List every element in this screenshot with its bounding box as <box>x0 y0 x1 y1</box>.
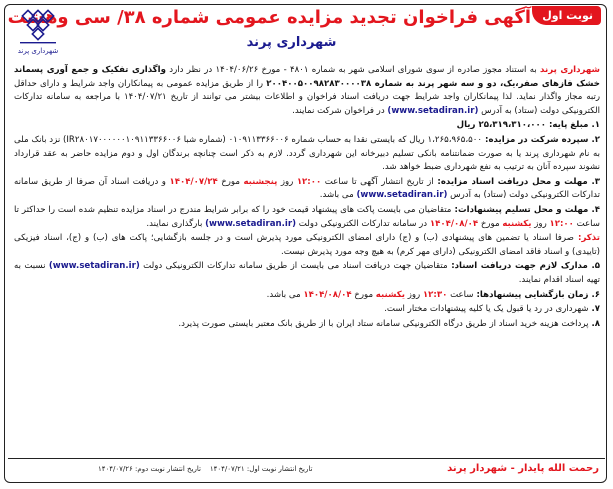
page-title: آگهی فراخوان تجدید مزایده عمومی شماره ۳۸/ سی وهشت <box>7 7 531 28</box>
publish-date-2: ۱۴۰۴/۰۷/۲۶ <box>98 465 133 473</box>
item-text: ۱،۲۶۵،۹۶۵،۵۰۰ ریال که بایستی نقدا به حساب شماره ۰۱۰۹۱۱۳۳۶۶۰۰۶ (شماره شبا IR۲۸۰۱۷۰۰۰۰۰۰۱۰۹۱۱۳۳۶۶۰۰۶) نزد بانک ملی به نام شهرداری پرند یا به صورت ضمانتنامه بانکی تسلیم دبیرخانه این شهرداری گردد. لازم به ذکر است چنانچه برندگان اول و دوم مزایده حاضر به عقد قرارداد نشوند سپرده آنان به ترتیب به نفع شهرداری ضبط خواهد شد. <box>14 134 600 173</box>
item-payment <box>14 318 600 332</box>
item-text-c: مورخ <box>217 176 244 187</box>
item-text: صرفا اسناد یا تضمین های پیشنهادی (ب) و (ج) دارای امضای الکترونیکی مورد پذیرش است و در جلسه بازگشایی؛ پاکت های (ب) و (ج)، اسناد فیزیکی (تاییدی) و اسناد فاقد امضای الکترونیکی (دارای مهر کرم) به هیچ وجه مورد پذیرش نیست. <box>14 233 600 257</box>
item-day: یکشنبه <box>502 218 532 229</box>
intro-lead: شهرداری پرند <box>540 65 601 75</box>
intro-text-2: را از طریق مزایده عمومی به پیمانکاران واجد شرایط و دارای حداقل رتبه مجاز واگذار نماید. لذا پیمانکاران واجد شرایط جهت دریافت اسناد فراخوان و اطلاعات بیشتر می توانند از تاریخ ۱۴۰۴/۰۷/۲۱ با مراجعه به سامانه تدارکات الکترونیکی دولت (ستاد) به آدرس <box>14 78 601 116</box>
page-subtitle: شهرداری پرند <box>246 35 337 50</box>
footer <box>8 458 605 481</box>
item-text: شهرداری در رد یا قبول یک یا کلیه پیشنهادات مختار است. <box>384 304 589 315</box>
intro-text-3: در فراخوان شرکت نمایند. <box>292 105 388 116</box>
item-text-b: روز <box>405 289 423 300</box>
item-setad-link[interactable]: (www.setadiran.ir) <box>48 261 140 272</box>
intro-text-1: به استناد مجوز صادره از سوی شورای اسلامی شهر به شماره ۴۸۰۱ - مورخ ۱۴۰۴/۰۶/۲۶ در نظر دارد <box>165 65 541 75</box>
item-text-b: روز <box>277 176 297 187</box>
item-label: ۳. مهلت و محل دریافت اسناد مزایده: <box>433 176 600 187</box>
item-submission-deadline <box>14 204 600 231</box>
item-text-a: از تاریخ انتشار آگهی تا ساعت <box>321 176 434 187</box>
intro-paragraph <box>14 64 600 118</box>
publish-date-1-label: تاریخ انتشار نوبت اول: <box>246 465 313 473</box>
municipality-logo-icon <box>12 8 64 58</box>
publish-date-2-label: تاریخ انتشار نوبت دوم: <box>135 465 201 473</box>
item-opening-time <box>14 289 600 303</box>
item-setad-link[interactable]: (www.setadiran.ir) <box>205 218 297 229</box>
item-time: ۱۲:۰۰ <box>296 176 322 187</box>
item-day: یکشنبه <box>375 289 405 300</box>
intro-setad-link[interactable]: (www.setadiran.ir) <box>387 105 479 116</box>
item-document-deadline <box>14 176 600 203</box>
publish-date-1: ۱۴۰۴/۰۷/۲۱ <box>209 465 245 473</box>
item-text-d: و دریافت اسناد آن صرفا از طریق سامانه تدارکات الکترونیکی دولت (ستاد) به آدرس <box>14 176 600 201</box>
edition-badge: نوبت اول <box>532 6 601 25</box>
item-label: ۵. مدارک لازم جهت دریافت اسناد: <box>447 261 600 272</box>
footer-dates <box>98 465 312 473</box>
announcement-body <box>14 64 600 331</box>
intro-bold-1: واگذاری تفکیک و جمع آوری پسماند خشک فازهای صفر،یک، دو و سه شهر پرند به شماره ۲۰۰۴۰۰۵۰۰۹۸۲۸۳۰۰۰۰۳۸ <box>14 65 600 89</box>
header <box>7 6 601 62</box>
item-text: پرداخت هزینه خرید اسناد از طریق درگاه الکترونیکی سامانه ستاد ایران با از طریق بانک معتبر بایستی صورت پذیرد. <box>178 318 589 329</box>
item-text-c: مورخ <box>478 218 503 229</box>
item-deposit <box>14 134 600 175</box>
item-label: ۲. سپرده شرکت در مزایده: <box>481 134 601 145</box>
item-label: ۴. مهلت و محل تسلیم پیشنهادات: <box>451 204 600 215</box>
footer-signature: رحمت الله پایدار - شهردار پرند <box>447 463 599 474</box>
item-text: ۲۵،۳۱۹،۳۱۰،۰۰۰ ریال <box>456 120 546 131</box>
item-time: ۱۲:۰۰ <box>549 218 574 229</box>
item-required-documents <box>14 260 600 287</box>
logo-text: شهرداری پرند <box>17 47 59 55</box>
item-text-b: نسبت به تهیه اسناد اقدام نمایند. <box>14 261 600 285</box>
item-text-e: می باشد. <box>319 190 357 201</box>
item-text-d: می باشد. <box>266 289 304 300</box>
item-text-d: در سامانه تدارکات الکترونیکی دولت <box>296 218 430 229</box>
item-setad-link[interactable]: (www.setadiran.ir) <box>356 190 448 201</box>
item-label: ۸. <box>588 318 600 329</box>
item-label: ۷. <box>588 304 600 315</box>
item-base-price <box>14 119 600 133</box>
item-day: پنجشنبه <box>243 176 278 187</box>
item-label: ۱. مبلغ پایه: <box>545 120 600 131</box>
item-text-c: مورخ <box>351 289 376 300</box>
item-date: ۱۴۰۴/۰۸/۰۴ <box>429 218 479 229</box>
item-label: ۶. زمان بازگشایی پیشنهادها: <box>473 289 600 300</box>
item-date: ۱۴۰۴/۰۷/۲۴ <box>169 176 218 187</box>
item-rejection-right <box>14 303 600 317</box>
item-text-a: متقاضیان جهت دریافت اسناد می بایست از طریق سامانه تدارکات الکترونیکی دولت <box>139 261 448 272</box>
item-time: ۱۲:۳۰ <box>422 289 448 300</box>
item-text-a: متقاضیان می بایست پاکت های پیشنهاد قیمت خود را که برابر شرایط مندرج در اسناد مزایده تنظیم شده است را حداکثر تا ساعت <box>14 204 600 229</box>
item-text-b: روز <box>531 218 550 229</box>
item-text-a: ساعت <box>447 289 474 300</box>
item-label: تذکر: <box>573 233 600 244</box>
item-note <box>14 232 600 259</box>
item-date: ۱۴۰۴/۰۸/۰۴ <box>303 289 352 300</box>
item-text-e: بارگذاری نمایند. <box>146 218 206 229</box>
